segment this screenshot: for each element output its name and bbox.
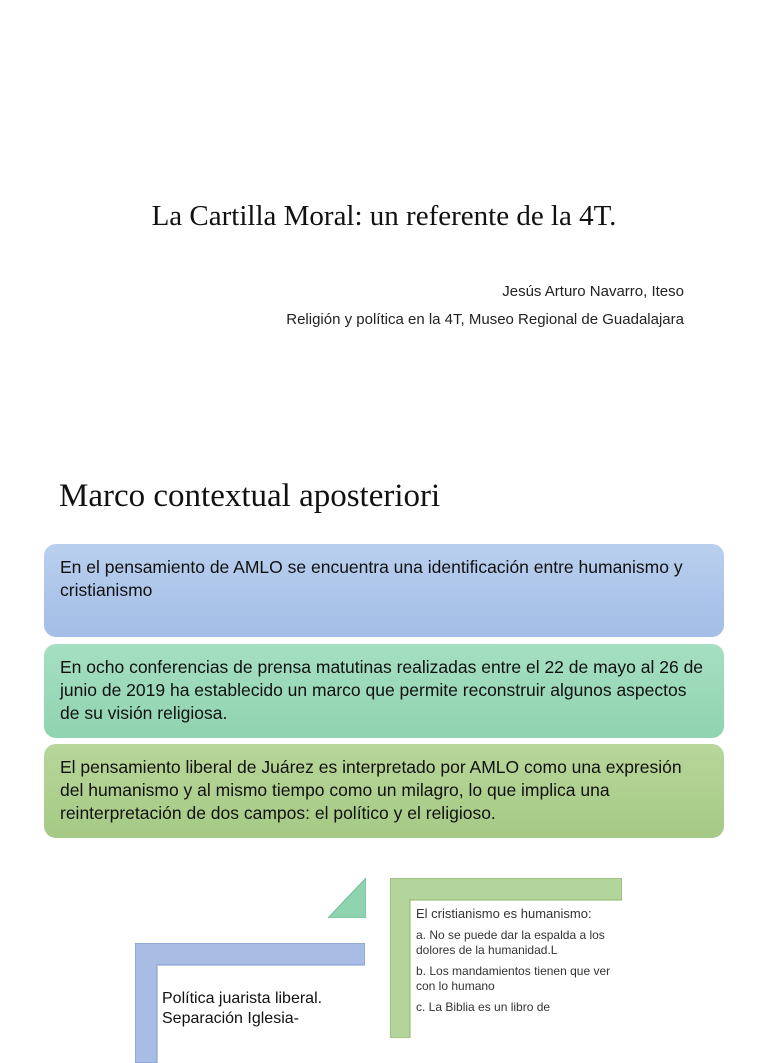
list-item: b. Los mandamientos tienen que ver con lo humano [416, 964, 611, 993]
juarez-policy-text: Política juarista liberal. Separación Iglesia- [162, 990, 323, 1027]
triangle-shape [328, 878, 366, 918]
list-item: c. La Biblia es un libro de [416, 1000, 551, 1014]
event-line: Religión y política en la 4T, Museo Regional de Guadalajara [286, 311, 684, 328]
christianism-heading: El cristianismo es humanismo: [416, 906, 592, 921]
presentation-title: La Cartilla Moral: un referente de la 4T. [151, 200, 617, 232]
context-box-humanism: En el pensamiento de AMLO se encuentra una identificación entre humanismo y cristianismo [44, 544, 724, 637]
author-line: Jesús Arturo Navarro, Iteso [502, 283, 684, 300]
slide-title: Marco contextual aposteriori [59, 478, 441, 514]
christianism-list [416, 906, 621, 1021]
context-slide [0, 440, 768, 1027]
title-slide [0, 0, 768, 440]
list-item: a. No se puede dar la espalda a los dolores de la humanidad.L [416, 928, 605, 957]
context-box-juarez: El pensamiento liberal de Juárez es interpretado por AMLO como una expresión del humanismo y al mismo tiempo como un milagro, lo que implica una reinterpretación de dos campos: el político y el religioso. [44, 744, 724, 838]
context-box-conferences: En ocho conferencias de prensa matutinas realizadas entre el 22 de mayo al 26 de junio de 2019 ha establecido un marco que permite reconstruir algunos aspectos de su visión religiosa. [44, 644, 724, 738]
